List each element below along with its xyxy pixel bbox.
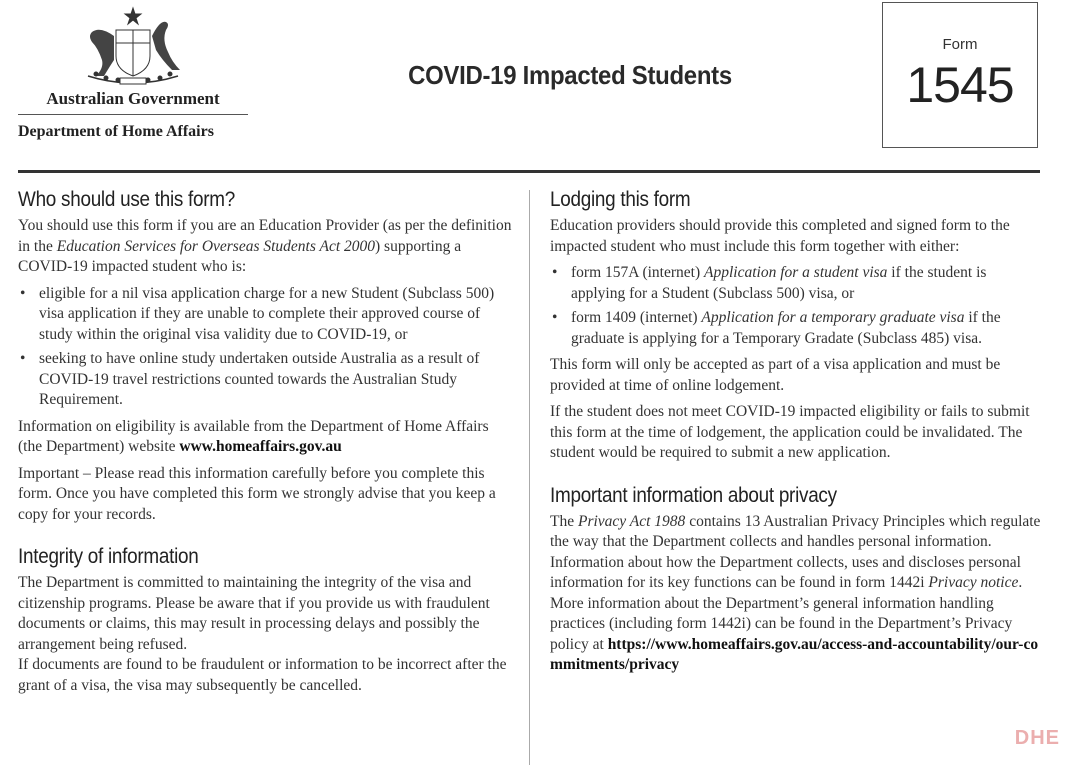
form-label: Form xyxy=(942,36,978,53)
left-column xyxy=(18,188,512,702)
privacy-text-middle: contains 13 Australian Privacy Principles which regulate the way that the Department collects and handles personal information. Information about how the Department collects, uses and discloses personal information for its key functions can be found in form 1442i xyxy=(550,512,1041,591)
bullet-icon: • xyxy=(20,350,26,367)
department-name: Department of Home Affairs xyxy=(18,123,214,140)
column-divider xyxy=(529,190,530,765)
section-heading-privacy: Important information about privacy xyxy=(550,483,837,507)
privacy-section xyxy=(550,484,1042,676)
integrity-paragraph-1: The Department is committed to maintaining the integrity of the visa and citizenship programs. Please be aware that if you provide us with fraudulent documents or claims, this may result in processing delays and possibly the arrangement being refused. xyxy=(18,574,490,653)
eligibility-text: Information on eligibility is available from the Department of Home Affairs (the Department) website xyxy=(18,417,489,455)
form-1409-text-end: if the graduate is applying for a Temporary Gradate (Subclass 485) visa. xyxy=(571,309,1001,347)
government-name-underline xyxy=(18,114,248,115)
government-name: Australian Government xyxy=(46,89,220,108)
lodging-section xyxy=(550,188,1042,464)
privacy-text-end: . More information about the Department’s general information handling practices (including form 1442i) can be found in the Department’s Privacy policy at xyxy=(550,574,1023,653)
form-157a-text: form 157A (internet) xyxy=(571,264,705,281)
document-title: COVID-19 Impacted Students xyxy=(408,60,732,90)
section-heading-who: Who should use this form? xyxy=(18,188,236,211)
form-number: 1545 xyxy=(906,57,1014,113)
esos-act-title: Education Services for Overseas Students Act 2000 xyxy=(56,237,376,255)
student-visa-application-title: Application for a student visa xyxy=(704,264,888,281)
homeaffairs-website-link[interactable]: www.homeaffairs.gov.au xyxy=(179,438,342,455)
integrity-section xyxy=(18,545,512,696)
list-item-text: seeking to have online study undertaken outside Australia as a result of COVID-19 travel restrictions counted towards the Australian Study Requirement. xyxy=(39,350,480,408)
privacy-act-title: Privacy Act 1988 xyxy=(577,512,686,530)
bullet-icon: • xyxy=(20,284,26,302)
who-intro xyxy=(18,216,512,278)
coat-of-arms-icon xyxy=(18,6,248,90)
who-intro-text-end: ) supporting a COVID-19 impacted student who is: xyxy=(18,237,462,275)
privacy-paragraph xyxy=(550,512,1042,676)
list-item-text: eligible for a nil visa application charge for a new Student (Subclass 500) visa application if they are unable to complete their approved course of study within the original visa validity due to COVID-19, or xyxy=(39,284,495,343)
who-bullet-list xyxy=(18,284,512,411)
eligibility-paragraph xyxy=(18,417,512,458)
section-heading-integrity: Integrity of information xyxy=(18,545,199,568)
privacy-policy-link[interactable]: https://www.homeaffairs.gov.au/access-and-accountability/our-commitments/privacy xyxy=(550,635,1039,673)
section-heading-lodging: Lodging this form xyxy=(550,188,691,211)
list-item xyxy=(550,263,1042,304)
watermark: DHE xyxy=(1014,727,1060,749)
lodging-bullet-list xyxy=(550,263,1042,349)
lodging-accept-paragraph: This form will only be accepted as part of a visa application and must be provided at time of online lodgement. xyxy=(550,356,1001,394)
integrity-paragraph-2: If documents are found to be fraudulent or information to be incorrect after the grant of a visa, the visa may subsequently be cancelled. xyxy=(18,656,507,694)
coat-of-arms-logo xyxy=(18,6,248,90)
list-item xyxy=(18,349,512,411)
list-item xyxy=(18,284,512,346)
privacy-text: The xyxy=(550,512,578,530)
who-should-use-section xyxy=(18,188,512,525)
form-157a-text-end: if the student is applying for a Student (Subclass 500) visa, or xyxy=(571,264,987,302)
lodging-fail-paragraph: If the student does not meet COVID-19 impacted eligibility or fails to submit this form at the time of lodgement, the application could be invalidated. The student would be required to submit a new application. xyxy=(550,403,1030,461)
bullet-icon: • xyxy=(552,264,558,281)
bullet-icon: • xyxy=(552,309,558,326)
right-column xyxy=(550,188,1042,682)
who-intro-text: You should use this form if you are an Education Provider (as per the definition in the xyxy=(18,217,512,255)
header-divider xyxy=(18,170,1040,173)
lodging-intro: Education providers should provide this completed and signed form to the impacted student who must include this form together with either: xyxy=(550,217,1010,255)
important-paragraph: Important – Please read this information carefully before you complete this form. Once you have completed this form we strongly advise that you keep a copy for your records. xyxy=(18,464,496,523)
graduate-visa-application-title: Application for a temporary graduate visa xyxy=(701,309,965,326)
privacy-notice-title: Privacy notice xyxy=(928,574,1019,591)
form-1409-text: form 1409 (internet) xyxy=(571,309,702,326)
list-item xyxy=(550,308,1042,349)
